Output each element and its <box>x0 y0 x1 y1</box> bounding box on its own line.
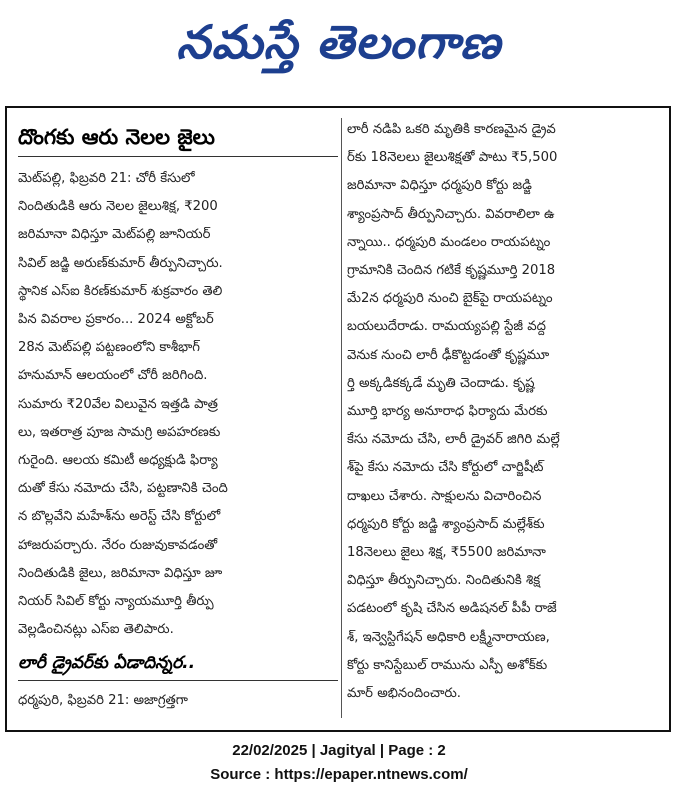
article1-lines-line: గురైంది. ఆలయ కమిటీ అధ్యక్షుడి ఫిర్యా <box>18 453 218 469</box>
article2-continued-line: వెనుక నుంచి లారీ ఢీకొట్టడంతో కృష్ణమూ <box>347 347 550 363</box>
article1-lines-line: పిన వివరాల ప్రకారం... 2024 అక్టోబర్ <box>18 312 214 328</box>
article2-lines-line: ధర్మపురి, ఫిబ్రవరి 21: అజాగ్రత్తగా <box>18 693 188 709</box>
article2-continued-line: మార్ అభినందించారు. <box>347 686 461 702</box>
column-divider <box>341 118 342 718</box>
article-2-body-continued <box>347 116 659 708</box>
article2-continued-line: శ్‌పై కేసు నమోదు చేసి కోర్టులో చార్జిషీట్ <box>347 460 544 476</box>
article-2-body-start <box>18 687 338 715</box>
newspaper-logo: నమస్తే తెలంగాణ <box>176 15 502 69</box>
article2-continued-line: ర్‌కు 18నెలలు జైలుశిక్షతో పాటు ₹5,500 <box>347 150 558 166</box>
article1-lines-line: వెల్లడించినట్లు ఎస్ఐ తెలిపారు. <box>18 622 174 638</box>
article-1-headline: దొంగకు ఆరు నెలల జైలు <box>18 125 215 149</box>
article2-continued-line: శ్యాంప్రసాద్ తీర్పునిచ్చారు. వివరాలిలా ఉ <box>347 206 555 222</box>
article1-lines-line: నిందితుడికి ఆరు నెలల జైలుశిక్ష, ₹200 <box>18 199 218 215</box>
article2-continued-line: మే2న ధర్మపురి నుంచి బైక్‌పై రాయపట్నం <box>347 291 553 307</box>
article2-continued-line: పడటంలో కృషి చేసిన అడిషనల్ పీపీ రాజే <box>347 601 557 617</box>
news-clipping <box>5 106 671 732</box>
article1-lines-line: జరిమానా విధిస్తూ మెట్‌పల్లి జూనియర్ <box>18 227 211 243</box>
article1-lines-line: సివిల్ జడ్జి అరుణ్‌కుమార్ తీర్పునిచ్చారు. <box>18 255 223 271</box>
article2-continued-line: న్నాయి.. ధర్మపురి మండలం రాయపట్నం <box>347 234 551 250</box>
article1-lines-line: హనుమాన్ ఆలయంలో చోరీ జరిగింది. <box>18 368 208 384</box>
article1-lines-line: మెట్‌పల్లి, ఫిబ్రవరి 21: చోరీ కేసులో <box>18 171 195 186</box>
article-1-body <box>18 165 338 644</box>
article1-lines-line: న బొల్లవేని మహేశ్‌ను అరెస్ట్ చేసి కోర్టులో <box>18 509 221 525</box>
article2-continued-line: గ్రామానికి చెందిన గటికే కృష్ణమూర్తి 2018 <box>347 263 556 279</box>
article1-lines-line: 28న మెట్‌పల్లి పట్టణంలోని కాశీభాగ్ <box>18 340 200 356</box>
edition-dateline: 22/02/2025 | Jagityal | Page : 2 <box>232 742 446 759</box>
article2-continued-line: విధిస్తూ తీర్పునిచ్చారు. నిందితునికి శిక్ష <box>347 573 541 589</box>
article2-continued-line: ధర్మపురి కోర్టు జడ్జి శ్యాంప్రసాద్ మల్లేశ్‌కు <box>347 516 545 532</box>
article2-continued-line: కేసు నమోదు చేసి, లారీ డ్రైవర్ జిగిరి మల్లే <box>347 432 560 448</box>
subhead-divider <box>18 680 338 681</box>
article2-continued-line: దాఖలు చేశారు. సాక్షులను విచారించిన <box>347 488 542 504</box>
article2-continued-line: కోర్టు కానిస్టేబుల్ రామును ఎస్పీ అశోక్‌కు <box>347 657 548 673</box>
masthead <box>0 0 678 96</box>
article1-lines-line: నిందితుడికి జైలు, జరిమానా విధిస్తూ జూ <box>18 565 223 581</box>
headline-divider <box>18 156 338 157</box>
left-column <box>18 122 338 716</box>
article2-continued-line: శ్, ఇన్వెస్టిగేషన్ అధికారి లక్ష్మీనారాయణ, <box>347 629 550 645</box>
article2-continued-line: ర్తి అక్కడికక్కడే మృతి చెందాడు. కృష్ణ <box>347 375 535 391</box>
article-2-headline: లారీ డ్రైవర్‌కు ఏడాదిన్నర.. <box>18 653 196 674</box>
article1-lines-line: దుతో కేసు నమోదు చేసి, పట్టణానికి చెంది <box>18 481 228 497</box>
article1-lines-line: స్థానిక ఎస్ఐ కిరణ్‌కుమార్ శుక్రవారం తెలి <box>18 283 223 299</box>
article2-continued-line: లారీ నడిపి ఒకరి మృతికి కారణమైన డ్రైవ <box>347 122 556 137</box>
article2-continued-line: జరిమానా విధిస్తూ ధర్మపురి కోర్టు జడ్జి <box>347 178 532 194</box>
article2-continued-line: బయలుదేరాడు. రామయ్యపల్లి స్టేజీ వద్ద <box>347 319 546 335</box>
article1-lines-line: నియర్ సివిల్ కోర్టు న్యాయమూర్తి తీర్పు <box>18 594 214 610</box>
article2-continued-line: 18నెలలు జైలు శిక్ష, ₹5500 జరిమానా <box>347 545 546 561</box>
article1-lines-line: సుమారు ₹20వేల విలువైన ఇత్తడి పాత్ర <box>18 396 218 412</box>
right-column <box>347 116 659 708</box>
source-credit: Source : https://epaper.ntnews.com/ <box>210 766 468 783</box>
article1-lines-line: లు, ఇతరాత్ర పూజ సామగ్రి అపహరణకు <box>18 424 221 440</box>
article2-continued-line: మూర్తి భార్య అనూరాధ ఫిర్యాదు మేరకు <box>347 404 548 420</box>
article1-lines-line: హాజరుపర్చారు. నేరం రుజువుకావడంతో <box>18 537 218 553</box>
